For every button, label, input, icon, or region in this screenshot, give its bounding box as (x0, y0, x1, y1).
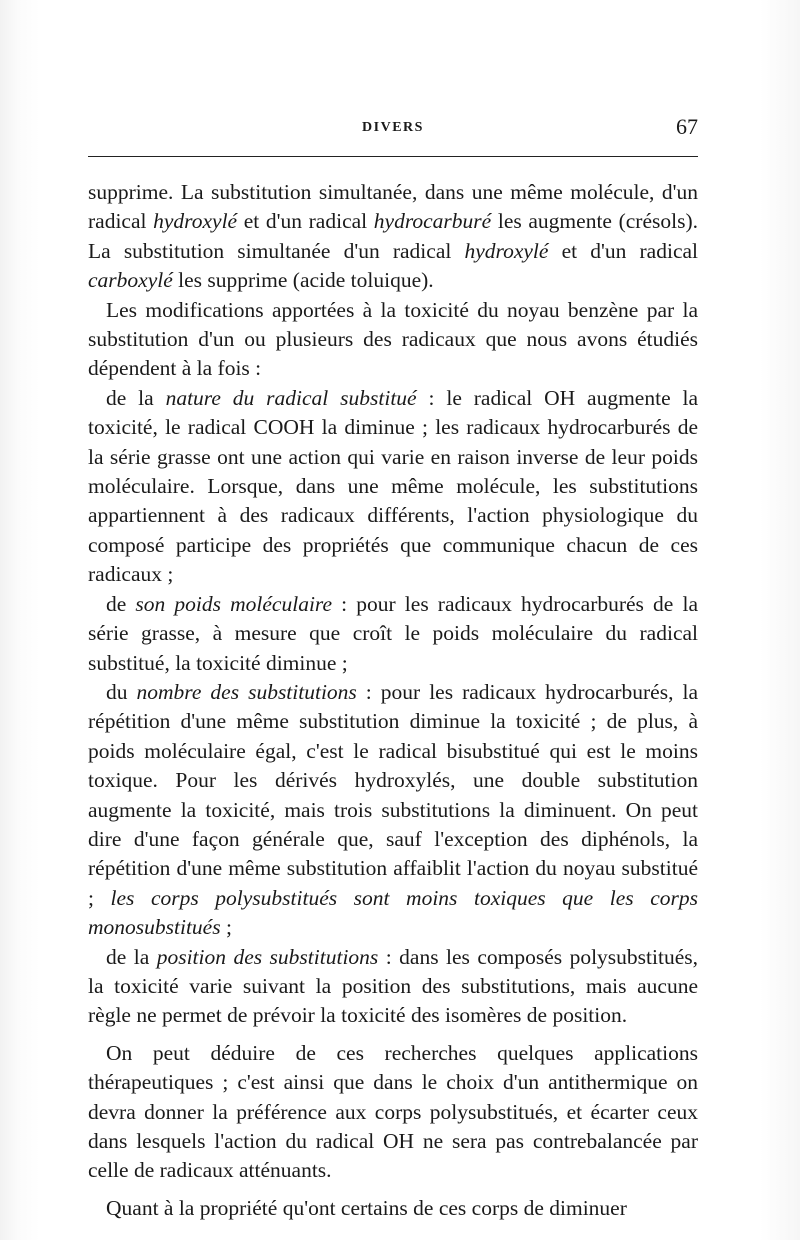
italic-run: carboxylé (88, 268, 173, 293)
paragraph-propriete (88, 1194, 698, 1223)
text-run: de la (106, 385, 166, 410)
paragraph-applications (88, 1039, 698, 1186)
text-run: les augmente (crésols). La substitution simultanée d'un radical (88, 209, 698, 263)
body-text (88, 178, 698, 1223)
text-run: : pour les radicaux hydrocarburés, la répétition d'une même substitution diminue la toxicité ; de plus, à poids moléculaire égal, c'est le radical bisubstitué qui est le moins toxique. Pour les dérivés hydroxylés, une double substitution augmente la toxicité, mais trois substitutions la diminuent. On peut dire d'une façon générale que, sauf l'exception des diphénols, la répétition d'une même substitution affaiblit l'action du noyau substitué ; (88, 679, 698, 910)
page-number: 67 (676, 114, 698, 139)
italic-run: nature du radical substitué (165, 385, 417, 410)
text-run: du (106, 679, 137, 704)
paragraph-modifications (88, 296, 698, 384)
italic-run: son poids moléculaire (135, 591, 333, 616)
italic-run: hydroxylé (153, 209, 238, 234)
italic-run: nombre des substitutions (136, 679, 357, 704)
header-rule (88, 156, 698, 157)
text-run: Quant à la propriété qu'ont certains de ces corps de diminuer (106, 1195, 627, 1220)
text-run: et d'un radical (548, 238, 698, 263)
text-run: : pour les radicaux hydrocarburés de la série grasse, à mesure que croît le poids moléculaire du radical substitué, la toxicité diminue ; (88, 591, 698, 675)
paragraph-continuation (88, 178, 698, 296)
paragraph-nature-radical (88, 384, 698, 590)
running-head-title: DIVERS (362, 120, 424, 135)
italic-run: hydroxylé (464, 238, 549, 263)
text-run: de la (106, 944, 157, 969)
paragraph-poids-moleculaire (88, 590, 698, 678)
text-run: et d'un radical (237, 209, 374, 234)
italic-run: hydrocarburé (373, 209, 492, 234)
text-run: supprime. La substitution simultanée, dans une même molécule, d'un radical (88, 180, 698, 234)
text-run: Les modifications apportées à la toxicité du noyau benzène par la substitution d'un ou plusieurs des radicaux que nous avons étudiés dépendent à la fois : (88, 297, 698, 381)
italic-run: position des substitutions (156, 944, 379, 969)
text-run: de (106, 591, 136, 616)
text-run: : le radical OH augmente la toxicité, le radical COOH la diminue ; les radicaux hydrocarburés de la série grasse ont une action qui varie en raison inverse de leur poids moléculaire. Lorsque, dans une même molécule, les substitutions appartiennent à des radicaux différents, l'action physiologique du composé participe des propriétés que communique chacun de ces radicaux ; (88, 385, 699, 587)
text-run: les supprime (acide toluique). (172, 268, 434, 293)
paragraph-position-substitutions (88, 943, 698, 1031)
text-run: : dans les composés polysubstitués, la toxicité varie suivant la position des substitutions, mais aucune règle ne permet de prévoir la toxicité des isomères de position. (88, 944, 698, 1028)
running-head (88, 112, 698, 142)
text-run: On peut déduire de ces recherches quelques applications thérapeutiques ; c'est ainsi que dans le choix d'un antithermique on devra donner la préférence aux corps polysubstitués, et écarter ceux dans lesquels l'action du radical OH ne sera pas contrebalancée par celle de radicaux atténuants. (88, 1040, 698, 1183)
text-run: ; (220, 915, 232, 940)
paragraph-nombre-substitutions (88, 678, 698, 943)
italic-run: les corps polysubstitués sont moins toxiques que les corps monosubstitués (88, 885, 698, 940)
